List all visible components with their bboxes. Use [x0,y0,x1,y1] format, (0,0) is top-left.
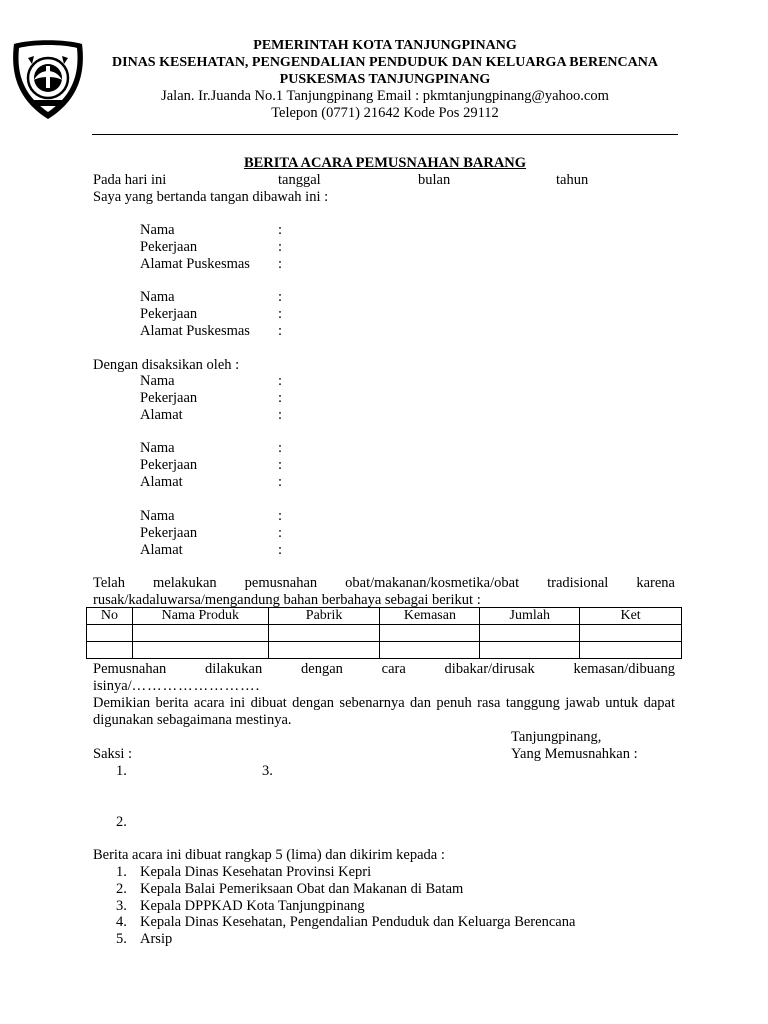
letterhead [100,37,670,122]
destroyed-items-table [86,607,682,659]
destroyer-label: Yang Memusnahkan : [511,746,638,762]
witness-heading: Dengan disaksikan oleh : [93,357,240,373]
list-item-number: 4. [116,914,127,930]
field-label: Nama [140,373,175,389]
field-colon: : [278,306,283,322]
distribution-intro: Berita acara ini dibuat rangkap 5 (lima) dan dikirim kepada : [93,847,445,863]
column-header-product-name: Nama Produk [132,608,268,625]
table-cell [380,625,480,642]
field-label: Pekerjaan [140,457,198,473]
field-colon: : [278,256,283,272]
header-divider [92,134,678,135]
field-colon: : [278,222,283,238]
list-item-number: 2. [116,881,127,897]
table-cell [268,642,380,659]
field-label: Pekerjaan [140,390,198,406]
field-label: Alamat [140,542,183,558]
column-header-note: Ket [580,608,682,625]
field-colon: : [278,525,283,541]
header-government: PEMERINTAH KOTA TANJUNGPINANG [253,38,517,53]
field-colon: : [278,239,283,255]
field-colon: : [278,508,283,524]
table-header-row [87,608,682,625]
table-cell [480,625,580,642]
column-header-packaging: Kemasan [380,608,480,625]
closing-statement: Demikian berita acara ini dibuat dengan sebenarnya dan penuh rasa tanggung jawab untuk dapat digunakan sebagaimana mestinya. [93,695,675,728]
intro-signatory: Saya yang bertanda tangan dibawah ini : [93,189,329,205]
field-label: Alamat [140,407,183,423]
method-line-2 [93,678,260,695]
header-puskesmas: PUSKESMAS TANJUNGPINANG [279,72,491,87]
list-item-number: 1. [116,864,127,880]
table-cell [380,642,480,659]
witness-label: Saksi : [93,746,133,762]
table-row [87,642,682,659]
table-cell [87,625,133,642]
header-address: Jalan. Ir.Juanda No.1 Tanjungpinang Email : pkmtanjungpinang@yahoo.com [161,88,609,104]
witness-number-2: 2. [116,814,127,830]
field-label: Nama [140,440,175,456]
field-label: Alamat Puskesmas [140,256,250,272]
table-cell [268,625,380,642]
table-cell [580,642,682,659]
method-dots: ……………………. [131,678,261,694]
table-cell [580,625,682,642]
header-department: DINAS KESEHATAN, PENGENDALIAN PENDUDUK DAN KELUARGA BERENCANA [112,55,658,70]
intro-month: bulan [418,172,451,188]
column-header-factory: Pabrik [268,608,380,625]
table-row [87,625,682,642]
method-text: isinya/ [93,678,132,694]
list-item: Kepala Balai Pemeriksaan Obat dan Makanan di Batam [140,881,464,897]
document-title: BERITA ACARA PEMUSNAHAN BARANG [243,155,527,171]
city-emblem-logo [10,38,86,122]
field-colon: : [278,289,283,305]
field-colon: : [278,323,283,339]
field-label: Pekerjaan [140,306,198,322]
field-colon: : [278,542,283,558]
method-line-1: Pemusnahan dilakukan dengan cara dibakar/dirusak kemasan/dibuang [93,661,675,677]
field-label: Nama [140,289,175,305]
table-cell [132,625,268,642]
header-phone: Telepon (0771) 21642 Kode Pos 29112 [271,105,499,121]
table-cell [132,642,268,659]
field-label: Alamat Puskesmas [140,323,250,339]
list-item: Arsip [140,931,173,947]
place-date: Tanjungpinang, [511,729,602,745]
field-colon: : [278,474,283,490]
statement-line-2: rusak/kadaluwarsa/mengandung bahan berbahaya sebagai berikut : [93,592,481,608]
field-label: Pekerjaan [140,239,198,255]
intro-day: Pada hari ini [93,172,167,188]
table-cell [480,642,580,659]
intro-date: tanggal [278,172,321,188]
intro-year: tahun [556,172,589,188]
table-cell [87,642,133,659]
list-item-number: 3. [116,898,127,914]
field-label: Nama [140,508,175,524]
field-label: Alamat [140,474,183,490]
witness-number-1: 1. [116,763,127,779]
field-colon: : [278,390,283,406]
field-label: Nama [140,222,175,238]
field-colon: : [278,407,283,423]
statement-line-1: Telah melakukan pemusnahan obat/makanan/kosmetika/obat tradisional karena [93,575,675,591]
column-header-no: No [87,608,133,625]
witness-number-3: 3. [262,763,273,779]
column-header-quantity: Jumlah [480,608,580,625]
field-colon: : [278,457,283,473]
list-item: Kepala DPPKAD Kota Tanjungpinang [140,898,365,914]
list-item: Kepala Dinas Kesehatan Provinsi Kepri [140,864,372,880]
list-item-number: 5. [116,931,127,947]
field-colon: : [278,373,283,389]
field-colon: : [278,440,283,456]
field-label: Pekerjaan [140,525,198,541]
list-item: Kepala Dinas Kesehatan, Pengendalian Penduduk dan Keluarga Berencana [140,914,576,930]
